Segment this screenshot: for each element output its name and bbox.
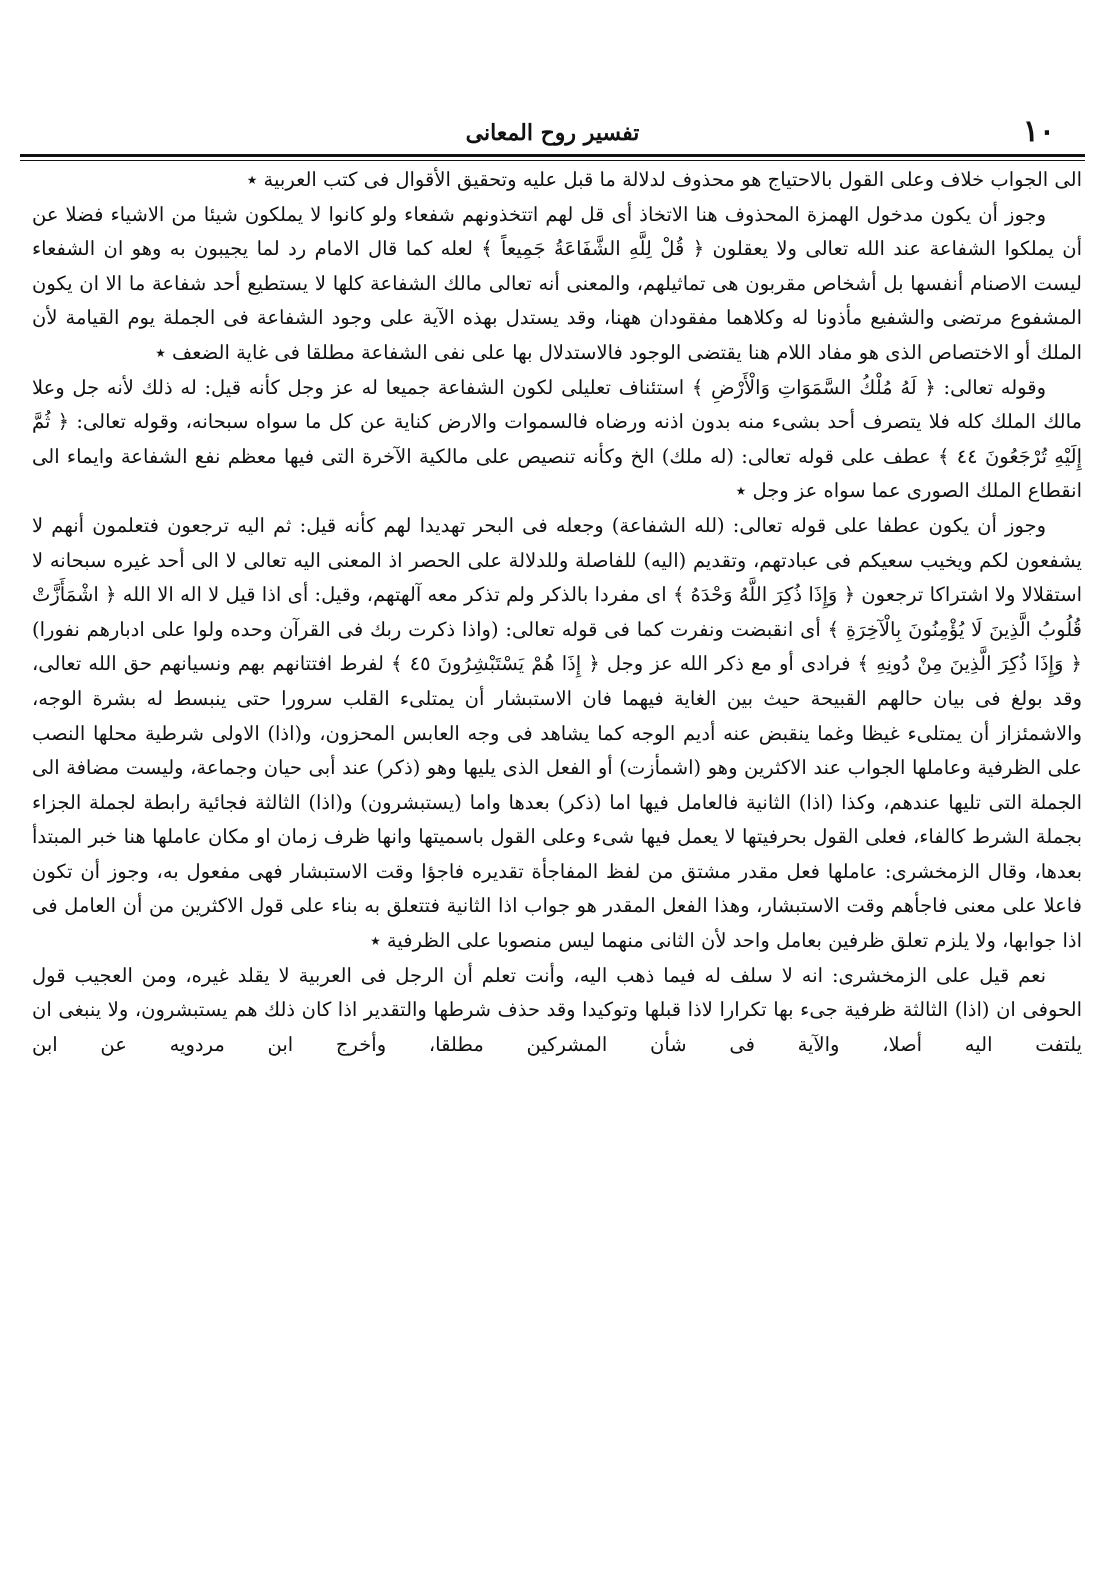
paragraph: وقوله تعالى: ﴿ لَهُ مُلْكُ السَّمَوَاتِ وَالْأَرْضِ ﴾ استئناف تعليلى لكون الشفاعة جميعا له عز وجل كأنه قيل: له ذلك لأنه جل وعلا مالك الملك كله فلا يتصرف أحد بشىء منه بدون اذنه ورضاه فالسموات والارض كناية عن كل ما سواه سبحانه، وقوله تعالى: ﴿ ثُمَّ إِلَيْهِ تُرْجَعُونَ ٤٤ ﴾ عطف على قوله تعالى: (له ملك) الخ وكأنه تنصيص على مالكية الآخرة التى فيها معظم نفع الشفاعة وايماء الى انقطاع الملك الصورى عما سواه عز وجل ٭ — [32, 375, 1082, 503]
paragraph: وجوز أن يكون عطفا على قوله تعالى: (لله الشفاعة) وجعله فى البحر تهديدا لهم كأنه قيل: ثم اليه ترجعون فتعلمون أنهم لا يشفعون لكم ويخيب سعيكم فى عبادتهم، وتقديم (اليه) للفاصلة وللدلالة على الحصر اذ المعنى اليه تعالى لا الى أحد غيره سبحانه لا استقلالا ولا اشتراكا ترجعون ﴿ وَإِذَا ذُكِرَ اللَّهُ وَحْدَهُ ﴾ اى مفردا بالذكر ولم تذكر معه آلهتهم، وقيل: أى اذا قيل لا اله الا الله ﴿ اشْمَأَزَّتْ قُلُوبُ الَّذِينَ لَا يُؤْمِنُونَ بِالْآخِرَةِ ﴾ أى انقبضت ونفرت كما فى قوله تعالى: (واذا ذكرت ربك فى القرآن وحده ولوا على ادبارهم نفورا) ﴿ وَإِذَا ذُكِرَ الَّذِينَ مِنْ دُونِهِ ﴾ فرادى أو مع ذكر الله عز وجل ﴿ إِذَا هُمْ يَسْتَبْشِرُونَ ٤٥ ﴾ لفرط افتتانهم بهم ونسيانهم حق الله تعالى، وقد بولغ فى بيان حالهم القبيحة حيث بين الغاية فيهما فان الاستبشار أن يمتلىء القلب سرورا حتى ينبسط له بشرة الوجه، والاشمئزاز أن يمتلىء غيظا وغما ينقبض عنه أديم الوجه كما يشاهد فى وجه العابس المحزون، و(اذا) الاولى شرطية محلها النصب على الظرفية وعاملها الجواب عند الاكثرين وهو (اشمأزت) أو الفعل الذى يليها وهو (ذكر) عند أبى حيان وجماعة، وليست مضافة الى الجملة التى تليها عندهم، وكذا (اذا) الثانية فالعامل فيها اما (ذكر) بعدها واما (يستبشرون) و(اذا) الثالثة فجائية رابطة لجملة الجزاء بجملة الشرط كالفاء، فعلى القول بحرفيتها لا يعمل فيها شىء وعلى القول باسميتها وانها ظرف زمان او مكان عاملها هنا خبر المبتدأ بعدها، وقال الزمخشرى: عاملها فعل مقدر مشتق من لفظ المفاجأة تقديره فاجؤا وقت الاستبشار فهى مفعول به، وجوز أن تكون فاعلا على معنى فاجأهم وقت الاستبشار، وهذا الفعل المقدر هو جواب اذا الثانية فتتعلق به بناء على قول الاكثرين من أن العامل فى اذا جوابها، ولا يلزم تعلق ظرفين بعامل واحد لأن الثانى منهما ليس منصوبا على الظرفية ٭ — [32, 513, 1082, 953]
paragraph: نعم قيل على الزمخشرى: انه لا سلف له فيما ذهب اليه، وأنت تعلم أن الرجل فى العربية لا يقلد غيره، ومن العجيب قول الحوفى ان (اذا) الثالثة ظرفية جىء بها تكرارا لاذا قبلها وتوكيدا وقد حذف شرطها والتقدير اذا كان ذلك هم يستبشرون، ولا ينبغى ان يلتفت اليه أصلا، والآية فى شأن المشركين مطلقا، وأخرج ابن مردويه عن ابن — [32, 963, 1082, 1056]
header-rule-thin — [20, 160, 1085, 161]
tafsir-text-body — [32, 163, 1082, 1453]
running-title: تفسير روح المعانى — [465, 120, 640, 146]
page-number: ١٠ — [1022, 114, 1055, 149]
header-rule-thick — [20, 154, 1085, 157]
paragraph: وجوز أن يكون مدخول الهمزة المحذوف هنا الاتخاذ أى قل لهم اتتخذونهم شفعاء ولو كانوا لا يملكون شيئا من الاشياء فضلا عن أن يملكوا الشفاعة عند الله تعالى ولا يعقلون ﴿ قُلْ لِلَّهِ الشَّفَاعَةُ جَمِيعاً ﴾ لعله كما قال الامام رد لما يجيبون به وهو ان الشفعاء ليست الاصنام أنفسها بل أشخاص مقربون هى تماثيلهم، والمعنى أنه تعالى مالك الشفاعة كلها لا يستطيع أحد شفاعة ما الا ان يكون المشفوع مرتضى والشفيع مأذونا له وكلاهما مفقودان ههنا، وقد يستدل بهذه الآية على وجود الشفاعة فى الجملة يوم القيامة لأن الملك أو الاختصاص الذى هو مفاد اللام هنا يقتضى الوجود فالاستدلال بها على نفى الشفاعة مطلقا فى غاية الضعف ٭ — [32, 202, 1082, 364]
paragraph-continuation: الى الجواب خلاف وعلى القول بالاحتياج هو محذوف لدلالة ما قبل عليه وتحقيق الأقوال فى كتب العربية ٭ — [246, 168, 1082, 191]
page-header — [20, 110, 1085, 156]
